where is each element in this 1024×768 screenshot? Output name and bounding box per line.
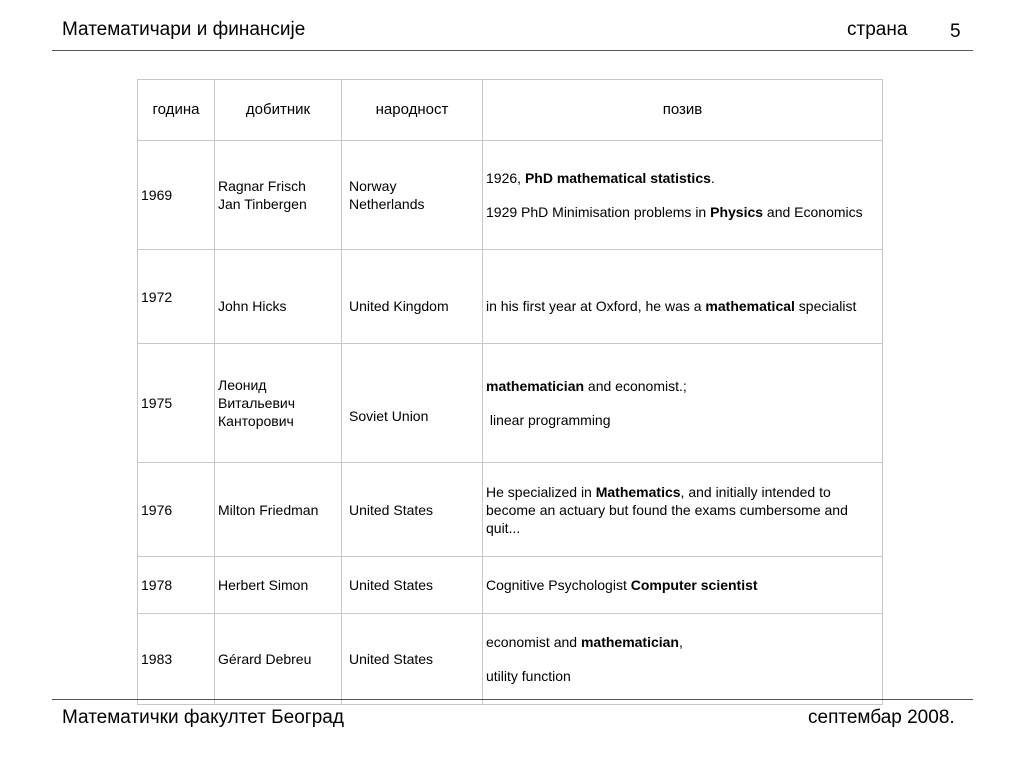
column-header-winner: добитник: [215, 80, 342, 141]
calling-cell: [483, 614, 883, 705]
nationality-cell: [342, 614, 483, 705]
table-row: [138, 557, 883, 614]
nationality-cell: [342, 557, 483, 614]
calling-cell: [483, 463, 883, 557]
nationality-cell: [342, 141, 483, 250]
year-cell: 1976: [138, 463, 215, 557]
table-row: [138, 614, 883, 705]
winner-cell: [215, 557, 342, 614]
table-header-row: [138, 80, 883, 141]
winner-cell: [215, 614, 342, 705]
calling-cell: [483, 250, 883, 344]
winner-name: Herbert Simon: [218, 577, 309, 593]
calling-cell: [483, 344, 883, 463]
nationality: Norway: [349, 178, 397, 194]
winner-name: Jan Tinbergen: [218, 196, 307, 212]
winner-cell: [215, 141, 342, 250]
calling-paragraph: 1926, PhD mathematical statistics.: [486, 170, 715, 186]
slide-title: Математичари и финансије: [62, 19, 306, 40]
table-row: [138, 463, 883, 557]
page-label: страна: [847, 19, 908, 40]
page-number: 5: [950, 21, 961, 42]
winner-name: Канторович: [218, 413, 294, 429]
year-cell: 1972: [138, 250, 215, 344]
table-row: [138, 141, 883, 250]
winner-name: John Hicks: [218, 297, 287, 314]
calling-paragraph: Cognitive Psychologist Computer scientist: [486, 577, 758, 593]
winner-name: Витальевич: [218, 395, 295, 411]
calling-cell: [483, 141, 883, 250]
nationality: Netherlands: [349, 196, 425, 212]
year-cell: 1969: [138, 141, 215, 250]
column-header-calling: позив: [483, 80, 883, 141]
column-header-nationality: народност: [342, 80, 483, 141]
nationality-cell: [342, 250, 483, 344]
calling-paragraph: in his first year at Oxford, he was a mathematical specialist: [486, 297, 857, 314]
laureates-table: [137, 79, 883, 705]
column-header-year: година: [138, 80, 215, 141]
nationality: United States: [349, 577, 434, 593]
nationality-cell: [342, 463, 483, 557]
calling-paragraph: utility function: [486, 668, 571, 684]
year-cell: 1978: [138, 557, 215, 614]
nationality: Soviet Union: [349, 408, 429, 424]
winner-cell: [215, 463, 342, 557]
calling-cell: [483, 557, 883, 614]
calling-paragraph: linear programming: [486, 412, 611, 428]
nationality-cell: [342, 344, 483, 463]
table-row: [138, 250, 883, 344]
year-cell: 1975: [138, 344, 215, 463]
winner-cell: [215, 344, 342, 463]
calling-paragraph: He specialized in Mathematics, and initially intended to become an actuary but found the exams cumbersome and quit...: [486, 483, 848, 536]
footer-institution: Математички факултет Београд: [62, 707, 344, 728]
calling-paragraph: economist and mathematician,: [486, 634, 683, 650]
calling-paragraph: 1929 PhD Minimisation problems in Physics and Economics: [486, 204, 863, 220]
table-row: [138, 344, 883, 463]
nationality: United States: [349, 501, 434, 518]
winner-cell: [215, 250, 342, 344]
year-cell: 1983: [138, 614, 215, 705]
footer-date: септембар 2008.: [808, 707, 955, 728]
nationality: United States: [349, 651, 434, 667]
calling-paragraph: mathematician and economist.;: [486, 378, 687, 394]
winner-name: Milton Friedman: [218, 501, 319, 518]
nationality: United Kingdom: [349, 297, 449, 314]
header-divider: [52, 50, 973, 51]
winner-name: Леонид: [218, 377, 267, 393]
footer-divider: [52, 699, 973, 700]
winner-name: Ragnar Frisch: [218, 178, 306, 194]
winner-name: Gérard Debreu: [218, 651, 312, 667]
